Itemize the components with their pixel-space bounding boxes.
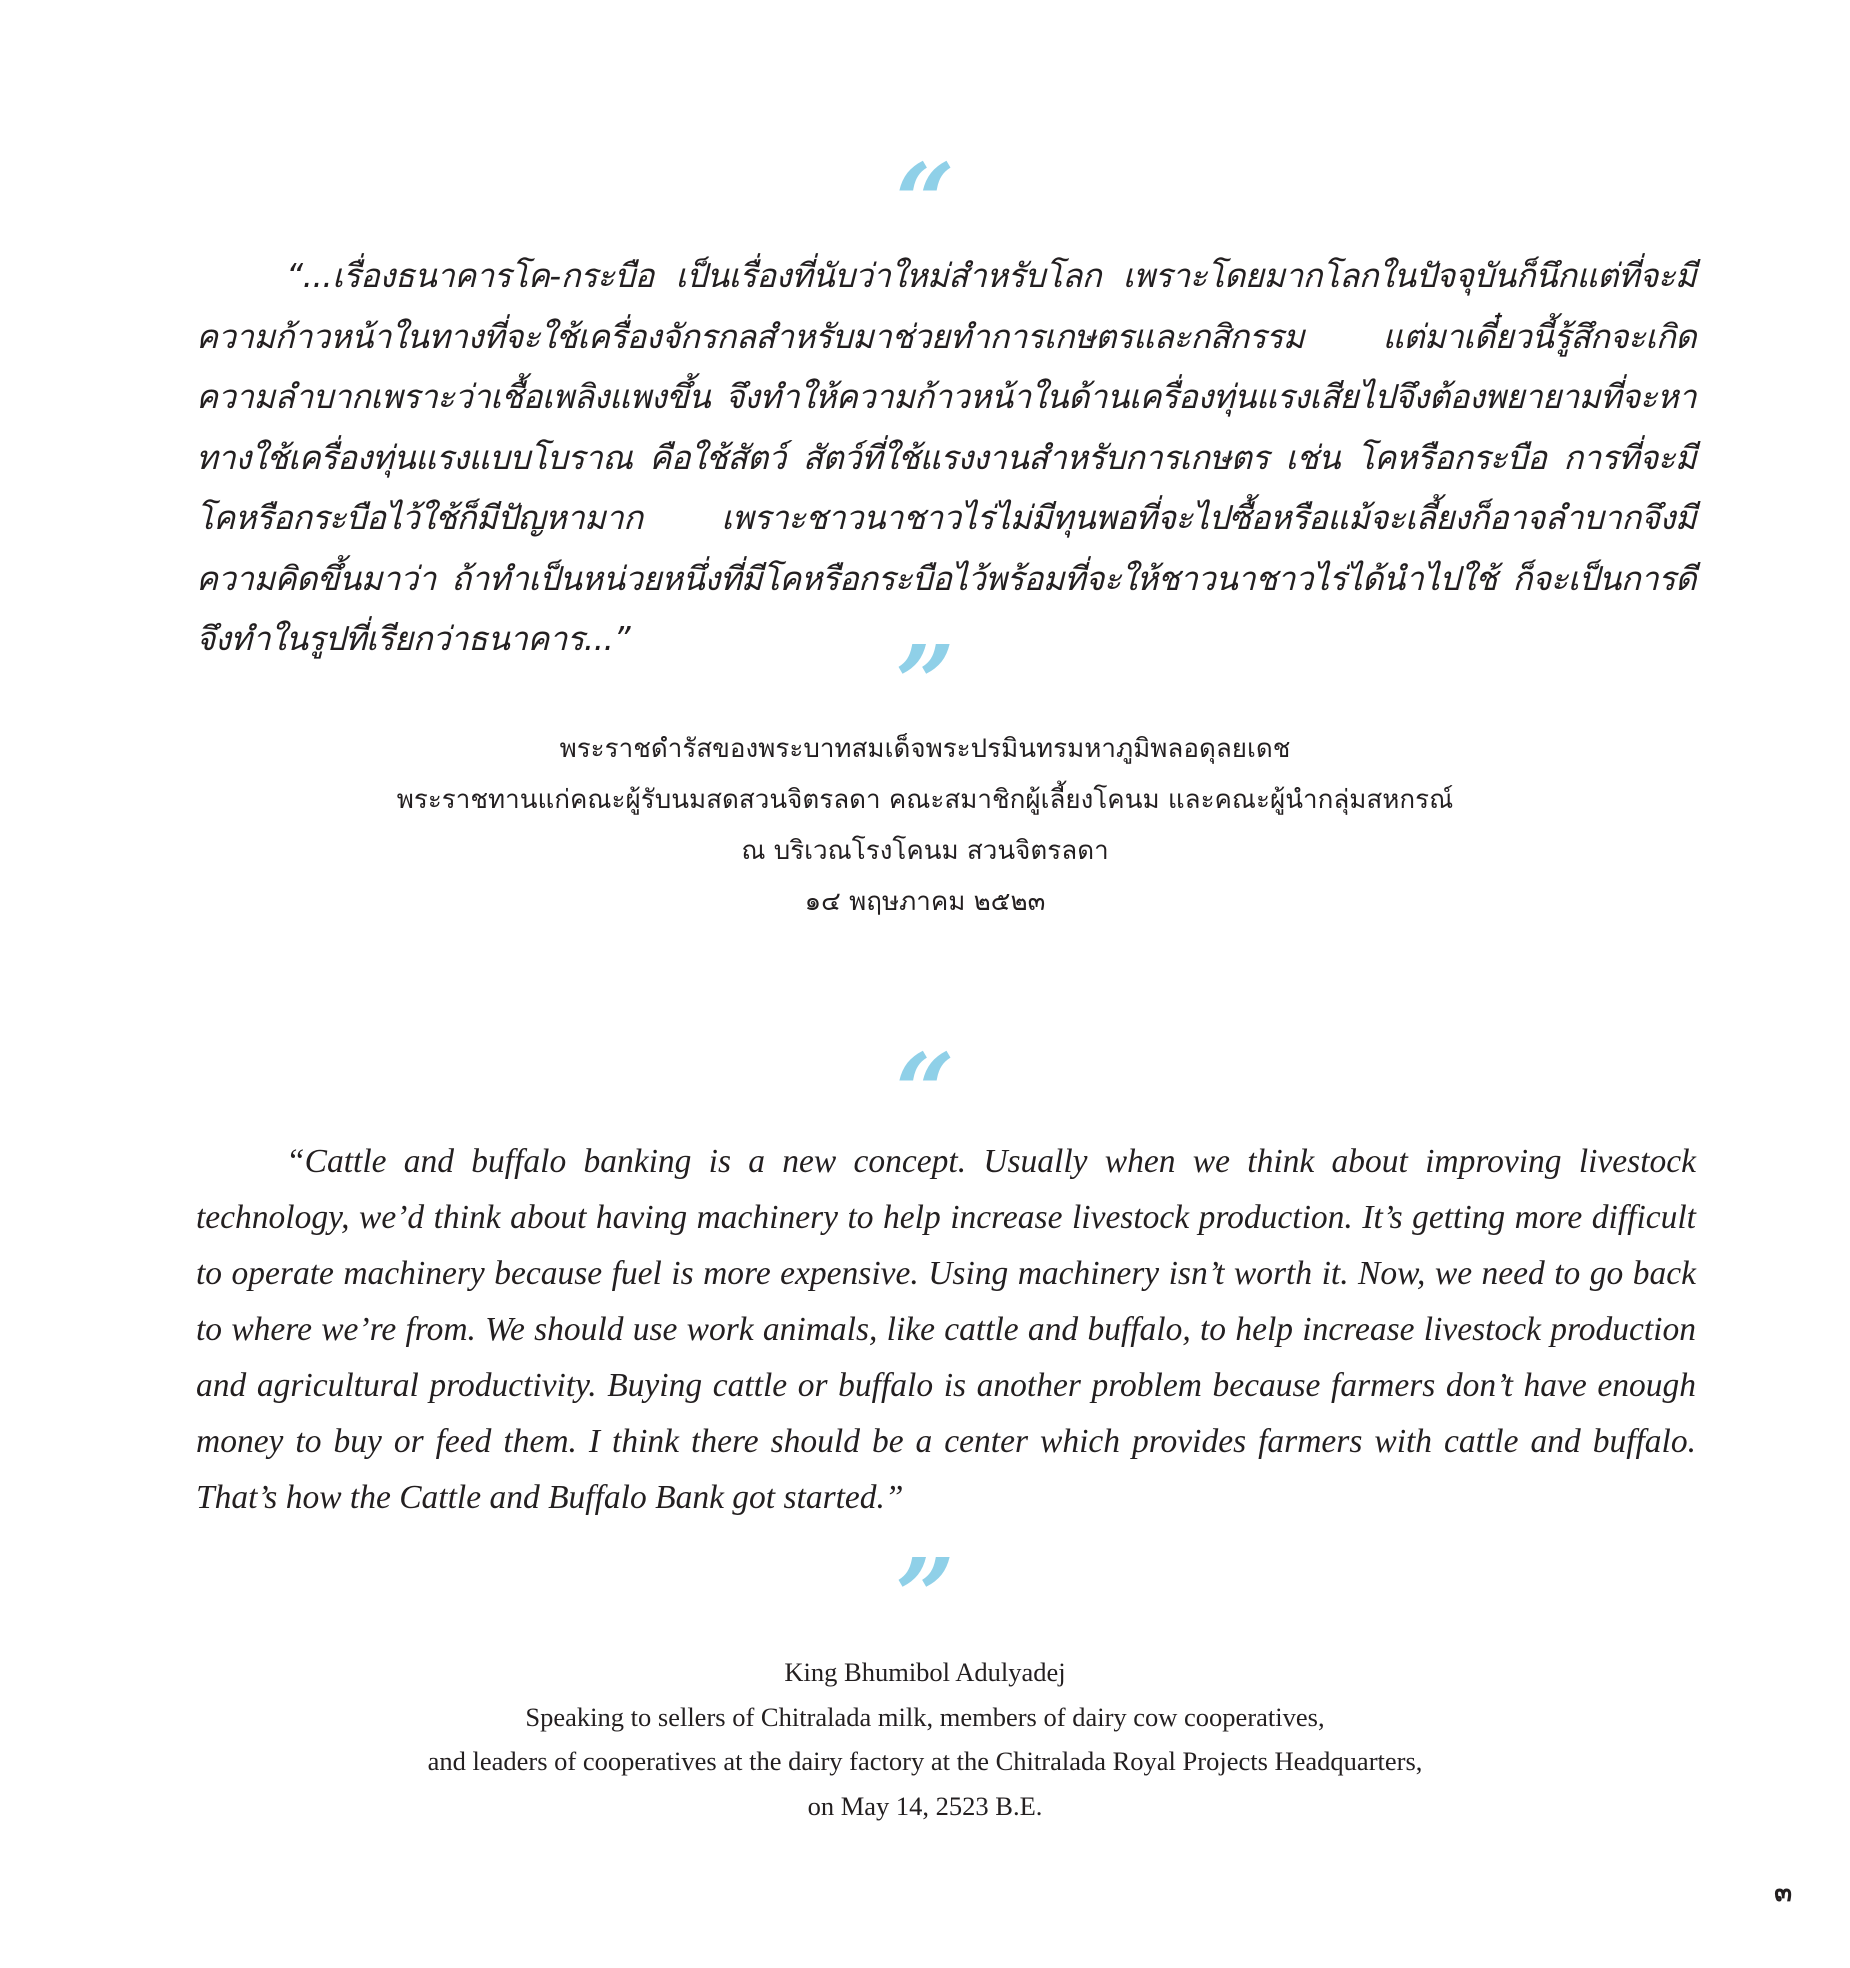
thai-attribution-line: พระราชดำรัสของพระบาทสมเด็จพระปรมินทรมหาภูมิพลอดุลยเดช bbox=[559, 734, 1291, 764]
open-quote-mark-thai: “ bbox=[895, 140, 955, 263]
open-quote-mark-english: “ bbox=[895, 1030, 955, 1153]
thai-attribution-date: ๑๔ พฤษภาคม ๒๕๒๓ bbox=[804, 887, 1046, 917]
page-number: ๓ bbox=[1774, 1878, 1792, 1908]
english-quote-paragraph: “Cattle and buffalo banking is a new concept. Usually when we think about improving livestock technology, we’d think about having machinery to help increase livestock production. It’s getting more difficult to operate machinery because fuel is more expensive. Using machinery isn’t worth it. Now, we need to go back to where we’re from. We should use work animals, like cattle and buffalo, to help increase livestock production and agricultural productivity. Buying cattle or buffalo is another problem because farmers don’t have enough money to buy or feed them. I think there should be a center which provides farmers with cattle and buffalo. That’s how the Cattle and Buffalo Bank got started.” bbox=[196, 1143, 1696, 1516]
english-attribution-line: King Bhumibol Adulyadej bbox=[784, 1657, 1066, 1687]
close-quote-mark-thai: ” bbox=[895, 622, 955, 745]
english-attribution-line: and leaders of cooperatives at the dairy factory at the Chitralada Royal Projects Headquarters, bbox=[427, 1746, 1423, 1776]
close-quote-mark-english: ” bbox=[895, 1535, 955, 1658]
english-attribution-date: on May 14, 2523 B.E. bbox=[807, 1790, 1043, 1821]
thai-attribution bbox=[0, 724, 1850, 928]
thai-attribution-line: ณ บริเวณโรงโคนม สวนจิตรลดา bbox=[741, 836, 1109, 866]
english-attribution-line: Speaking to sellers of Chitralada milk, members of dairy cow cooperatives, bbox=[525, 1701, 1325, 1732]
thai-attribution-line: พระราชทานแก่คณะผู้รับนมสดสวนจิตรลดา คณะสมาชิกผู้เลี้ยงโคนม และคณะผู้นำกลุ่มสหกรณ์ bbox=[396, 785, 1454, 815]
english-attribution bbox=[0, 1650, 1850, 1828]
thai-quote-paragraph: “...เรื่องธนาคารโค-กระบือ เป็นเรื่องที่นับว่าใหม่สำหรับโลก เพราะโดยมากโลกในปัจจุบันก็นึกแต่ที่จะมีความก้าวหน้าในทางที่จะใช้เครื่องจักรกลสำหรับมาช่วยทำการเกษตรและกสิกรรม แต่มาเดี๋ยวนี้รู้สึกจะเกิดความลำบากเพราะว่าเชื้อเพลิงแพงขึ้น จึงทำให้ความก้าวหน้าในด้านเครื่องทุ่นแรงเสียไปจึงต้องพยายามที่จะหาทางใช้เครื่องทุ่นแรงแบบโบราณ คือใช้สัตว์ สัตว์ที่ใช้แรงงานสำหรับการเกษตร เช่น โคหรือกระบือ การที่จะมีโคหรือกระบือไว้ใช้ก็มีปัญหามาก เพราะชาวนาชาวไร่ไม่มีทุนพอที่จะไปซื้อหรือแม้จะเลี้ยงก็อาจลำบากจึงมีความคิดขึ้นมาว่า ถ้าทำเป็นหน่วยหนึ่งที่มีโคหรือกระบือไว้พร้อมที่จะให้ชาวนาชาวไร่ได้นำไปใช้ ก็จะเป็นการดี จึงทำในรูปที่เรียกว่าธนาคาร...” bbox=[196, 256, 1696, 658]
